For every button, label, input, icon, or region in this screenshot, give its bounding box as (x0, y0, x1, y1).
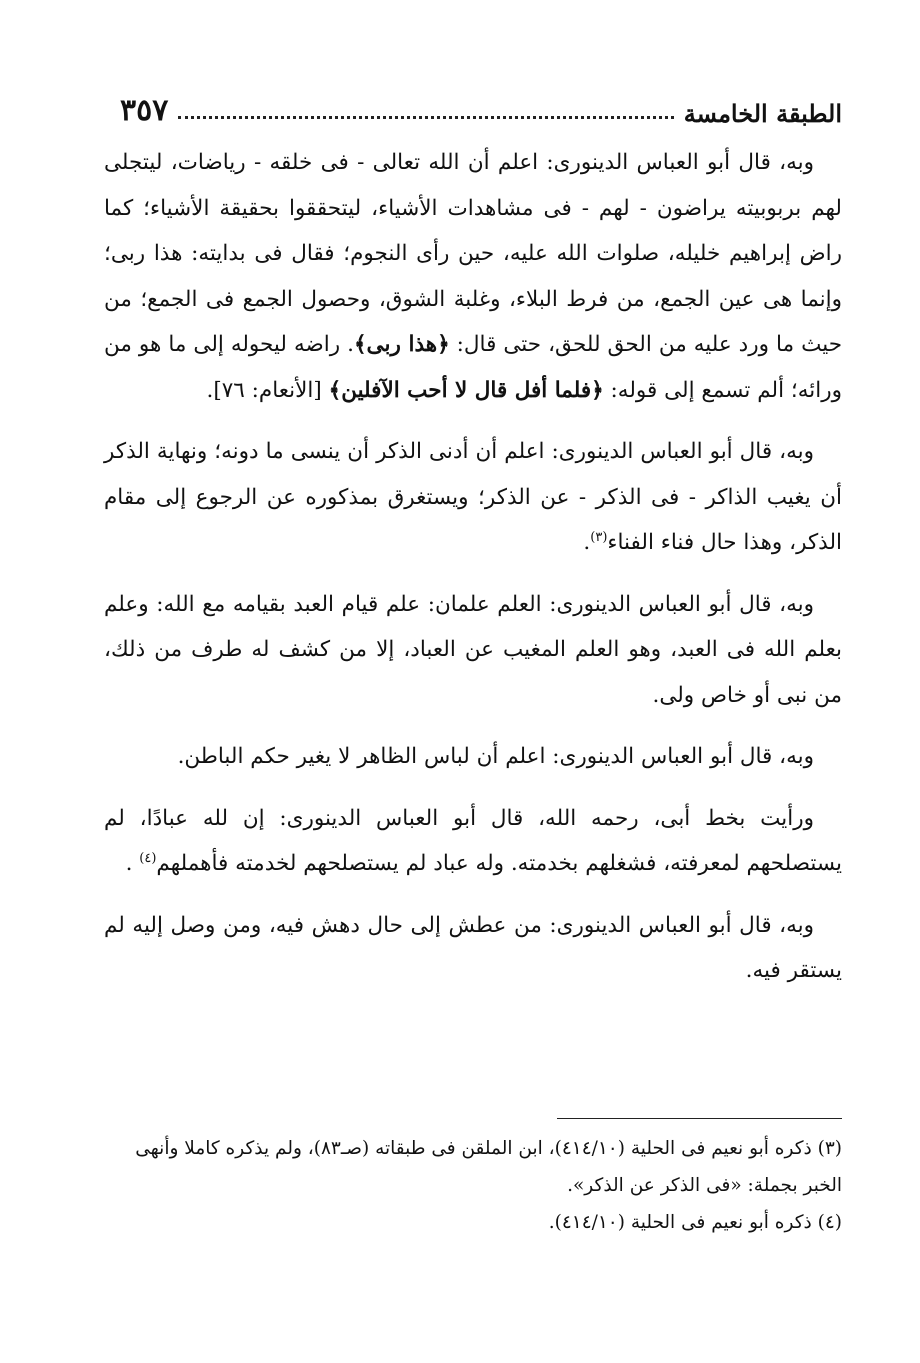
paragraph-text: وبه، قال أبو العباس الدينورى: اعلم أن لباس الظاهر لا يغير حكم الباطن. (177, 744, 814, 769)
paragraph (104, 903, 842, 994)
paragraph-text: . راضه ليحوله إلى ما هو من ورائه؛ ألم تسمع إلى قوله: (104, 332, 842, 403)
paragraph (104, 429, 842, 566)
dotted-leader (178, 116, 673, 119)
paragraph (104, 582, 842, 719)
paragraph (104, 140, 842, 413)
paragraph (104, 734, 842, 780)
main-text (104, 140, 842, 1010)
paragraph-text: ورأيت بخط أبى، رحمه الله، قال أبو العباس الدينورى: إن لله عبادًا، لم يستصلحهم لمعرفته، فشغلهم بخدمته. وله عباد لم يستصلحهم لخدمته فأهملهم (104, 805, 842, 876)
footnote-separator (557, 1118, 842, 1119)
paragraph-text: . (125, 851, 140, 876)
footnote: (٤) ذكره أبو نعيم فى الحلية (٤١٤/١٠). (548, 1212, 842, 1233)
footnote-marker: (٣) (590, 529, 608, 545)
page-number: ٣٥٧ (120, 93, 169, 128)
footnote: (٣) ذكره أبو نعيم فى الحلية (٤١٤/١٠)، ابن الملقن فى طبقاته (صـ٨٣)، ولم يذكره كاملا وأنهى الخبر بجملة: «فى الذكر عن الذكر». (135, 1138, 842, 1196)
paragraph-text: [الأنعام: ٧٦]. (206, 377, 329, 403)
quran-quote: ﴿فلما أفل قال لا أحب الآفلين﴾ (328, 377, 604, 403)
paragraph-text: . (583, 530, 591, 555)
running-header (120, 88, 842, 128)
quran-quote: ﴿هذا ربى﴾ (353, 332, 450, 357)
paragraph-text: وبه، قال أبو العباس الدينورى: العلم علمان: علم قيام العبد بقيامه مع الله: وعلم بعلم الله فى العبد، وهو العلم المغيب عن العباد، إلا من كشف له طرف من ذلك، من نبى أو خاص ولى. (104, 591, 842, 708)
footnotes (104, 1130, 842, 1241)
paragraph-text: وبه، قال أبو العباس الدينورى: اعلم أن الله تعالى - فى خلقه - رياضات، ليتجلى لهم بربوبيته يراضون - لهم - فى مشاهدات الأشياء، ليتحققوا بحقيقة الأشياء؛ كما راض إبراهيم خليله، صلوات الله عليه، حين رأى النجوم؛ فقال فى بدايته: هذا ربى؛ وإنما هى عين الجمع، من فرط البلاء، وغلبة الشوق، وحصول الجمع فى الجمع؛ من حيث ما ورد عليه من الحق للحق، حتى قال: (104, 150, 842, 357)
paragraph (104, 796, 842, 887)
footnote-marker: (٤) (139, 850, 157, 866)
paragraph-text: وبه، قال أبو العباس الدينورى: اعلم أن أدنى الذكر أن ينسى ما دونه؛ ونهاية الذكر أن يغيب الذاكر - فى الذكر - عن الذكر؛ ويستغرق بمذكوره عن الرجوع إلى مقام الذكر، وهذا حال فناء الفناء (104, 439, 842, 555)
chapter-title: الطبقة الخامسة (683, 99, 842, 128)
paragraph-text: وبه، قال أبو العباس الدينورى: من عطش إلى حال دهش فيه، ومن وصل إليه لم يستقر فيه. (104, 912, 842, 983)
